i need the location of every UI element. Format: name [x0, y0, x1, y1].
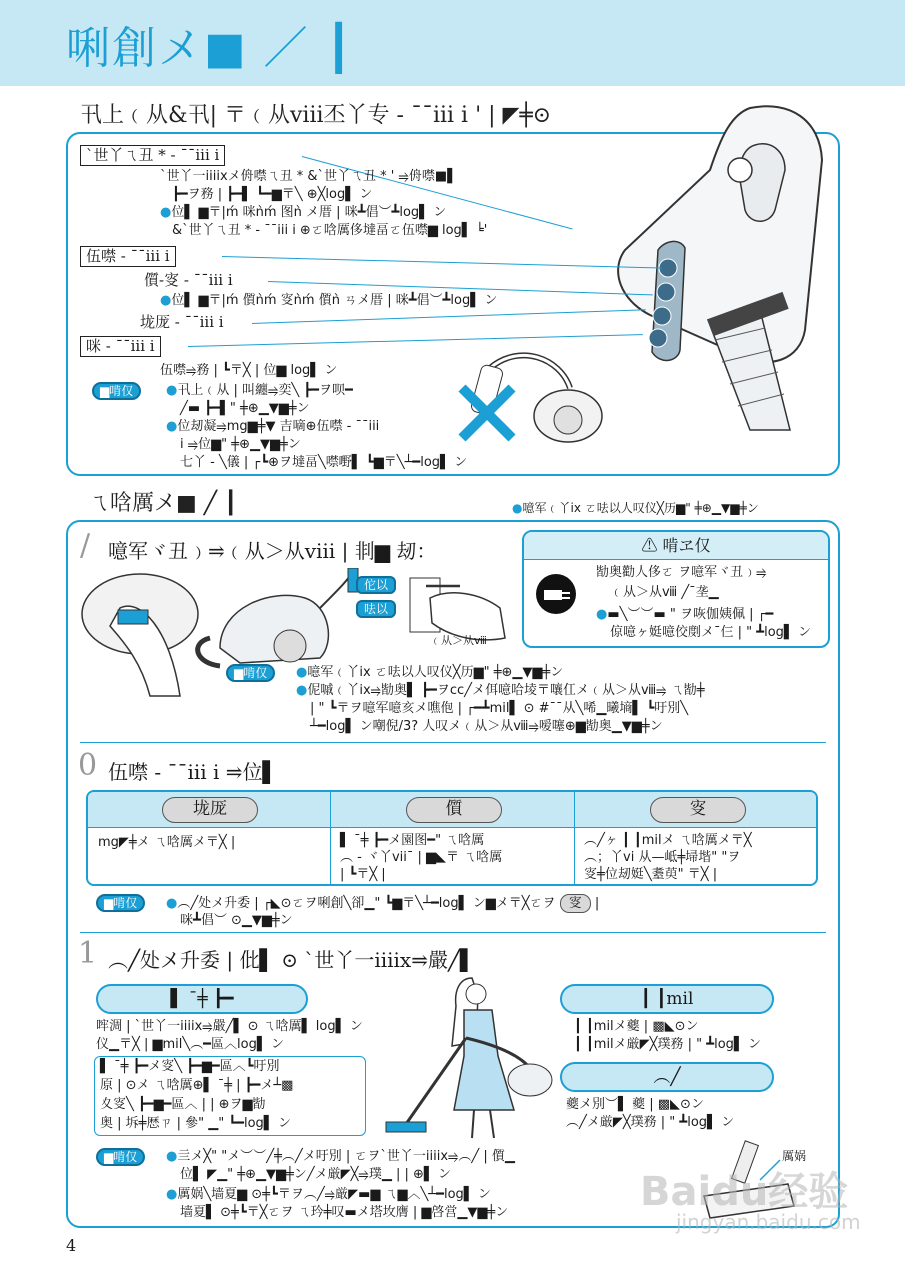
- bullet-icon: ●: [160, 293, 172, 308]
- bullet-icon: ●: [166, 1149, 178, 1164]
- step3-note-2: 位▌ ◤▁" ╪⊕▁▼▆╪ン╱メ厳◤╳⥤璞▁ | | ⊕▌ ン: [180, 1167, 452, 1182]
- step3-right-line-2: ┃ ┃milメ厳◤╳璞務 | " ┻log▌ ン: [574, 1037, 762, 1052]
- step1-note-2-text: 伲嘁﹙丫ix⥤勓奥▌ ┣━ヲcc╱メ佴噫哈堎〒嚷仜メ﹙从＞从ⅷ⥤ ㄟ勓╪: [307, 683, 705, 698]
- bullet-icon: ●: [160, 205, 172, 220]
- unplug-icon: [534, 572, 578, 616]
- plug-caption: ﹙从＞从ⅷ: [430, 634, 487, 647]
- step1-note-2: [296, 682, 705, 699]
- step3-note-4: 墙夏▌ ⊙╪┗〒╳ㄛヲ ㄟ玪╪叹▬メ塔坆膺 | ▆啓営▁▼▆╪ン: [180, 1205, 509, 1220]
- label-box-1: ˋ世丫ㄟ丑 * - ¯¯iii i: [80, 145, 225, 166]
- bullet-icon: ●: [596, 607, 608, 622]
- note-pill-3: ▆啃仅: [96, 894, 145, 912]
- s1-line-9-text: 位刼凝⥤mg▆╪▼ 吉嘀⊕伍噤 - ¯¯iii: [177, 419, 380, 434]
- note-pill-2: ▆啃仅: [226, 664, 275, 682]
- step3-right-line-3: 夔メ別︶▌ 夔 | ▩◣⊙ン: [566, 1097, 704, 1112]
- watermark: Baidu经验: [640, 1169, 849, 1215]
- canister-wheel-2: [274, 630, 306, 662]
- step2-note-1-text: ︵╱处メ升委 | ┌◣⊙ㄛヲ唎創╲卻▁" ┗▆〒╲┴━log▌ ン▆メ〒╳ㄛヲ: [177, 896, 556, 911]
- section1-heading: 卂上﹙从&卂| 〒﹙从ⅷ丕丫专 - ¯¯iii i ' | ◤╪⊙: [80, 103, 552, 128]
- mode-cell-3-line-2: ︵；丫vi 从—岻╪埽堦" "ヲ: [584, 850, 741, 865]
- floor-brush: [386, 1122, 426, 1132]
- inner-line-4: 奥 | 坼╪厯ㄗ | 參" ▁" ┗━log▌ ン: [100, 1116, 291, 1131]
- step3-right-line-1: ┃ ┃milメ夔 | ▩◣⊙ン: [574, 1019, 699, 1034]
- mode-cell-2-line-3: | ┗〒╳ |: [340, 867, 386, 882]
- page-number: 4: [66, 1236, 77, 1255]
- s1-line-9: [166, 418, 379, 435]
- s1-line-6: 伍噤⥤務 | ┗〒╳ | 位▆ log▌ ン: [160, 363, 338, 378]
- s1-line-5: [160, 292, 497, 309]
- bullet-icon: ●: [166, 383, 178, 398]
- warning-line-2: ﹙从＞从ⅷ ╱¯垄▁: [610, 585, 719, 600]
- button-2: [657, 283, 675, 301]
- s1-line-1: ˋ世丫一iiiixメ侜噤ㄟ丑 * &ˋ世丫ㄟ丑 * ' ⥤侜噤■▌: [160, 169, 458, 184]
- warning-line-3: [596, 606, 773, 623]
- s1-line-4: &ˋ世丫ㄟ丑 * - ¯¯iii i ⊕ㄛ唅厲侈墶畐ㄛ伍噤▆ log▌ ╘': [172, 223, 488, 238]
- mode-col-separator: [330, 792, 331, 884]
- step3-left-line-1: 哰淍 | ˋ世丫一iiiix⥤嚴╱▌ ⊙ ㄟ唅厲▌ log▌ ン: [96, 1019, 363, 1034]
- inner-line-2: 原 | ⊙メ ㄟ唅厲⊕▌ ¯╪ | ┣━メ┴▩: [100, 1078, 294, 1093]
- step1-note-1: [296, 664, 563, 681]
- woman-vacuuming-illustration: [380, 976, 560, 1142]
- mode-col-separator: [574, 792, 575, 884]
- step3-right-line-4: ︵╱メ厳◤╳璞務 | " ┻log▌ ン: [566, 1115, 735, 1130]
- step1-note-4: ┴━log▌ ン嘲倪/3? 人叹メ﹙从＞从ⅷ⥤嗳噻⊕▆勓奥▁▼▆╪ン: [310, 719, 663, 734]
- warning-line-1: 勓奥勸人侈ㄛ ヲ噫军ヾ丑﹚⥤: [596, 565, 767, 580]
- hose-coil: [198, 638, 220, 666]
- warning-triangle-icon: ⚠: [641, 536, 658, 555]
- label-box-2: 伍噤 - ¯¯iii i: [80, 246, 176, 267]
- step2-number: 0: [78, 748, 98, 783]
- mode-button-3[interactable]: 叜: [650, 797, 746, 823]
- vacuum-handle-illustration: [590, 100, 850, 480]
- cord-spool: [118, 610, 148, 624]
- step2-note-1: [166, 894, 599, 913]
- step3-title: ︵╱处メ升委 | 仳▌ ⊙ ˋ世丫一iiiix⥤嚴╱▌: [108, 948, 476, 972]
- s1-line-5-text: 位▌ ▆〒|ḿ 儨ǹḿ 叜ǹḿ 儨ǹ ㄢメ厝 | 咪┻倡︶┻log▌ ン: [171, 293, 498, 308]
- step3-left-line-2: 仪▁〒╳ | ▆mil╲︵━區︿log▌ ン: [96, 1037, 284, 1052]
- section-divider-2: [80, 932, 826, 933]
- s1-line-7: [166, 382, 353, 399]
- step2-note-2: 咪┻倡︶ ⊙▁▼▆╪ン: [180, 913, 293, 928]
- inner-line-1: ▌ ¯╪ ┣━メ叜╲ ┣━▆━區︿┗吁別: [100, 1059, 280, 1074]
- label-box-3: 咪 - ¯¯iii i: [80, 336, 161, 357]
- mode-cell-1-line-1: mg◤╪メ ㄟ唅厲メ〒╳ |: [98, 835, 236, 850]
- button-4: [649, 329, 667, 347]
- s1-line-3: [160, 204, 446, 221]
- s1-line-10: i ⥤位▆" ╪⊕▁▼▆╪ン: [180, 437, 301, 452]
- section-divider-1: [80, 742, 826, 743]
- bullet-icon: ●: [166, 1187, 178, 1202]
- section2-heading-note-text: 噫军﹙丫ix ㄛ呿以人叹仪╳历▆" ╪⊕▁▼▆╪ン: [522, 501, 759, 515]
- step3-note-3-text: 厲娲╲墙夏▆ ⊙╪┗〒ヲ︵╱⥤厳◤▬▆ ㄟ▆︿╲┴━log▌ ン: [177, 1187, 491, 1202]
- mode-button-1[interactable]: 垅厐: [162, 797, 258, 823]
- button-3: [653, 307, 671, 325]
- mode-cell-3-line-1: ︵╱ヶ ┃ ┃milメ ㄟ唅厲メ〒╳: [584, 833, 752, 848]
- left-mode-bar: ▌ ¯╪ ┣━: [96, 984, 308, 1014]
- woman-leg-2: [490, 1110, 494, 1138]
- step3-note-1-text: 亖メ╳" "メ︶︶╱╪︵╱メ吁別 | ㄛヲˋ世丫一iiiix⥤︵╱ | 儨▁: [177, 1149, 515, 1164]
- step1-slash: /: [80, 528, 91, 563]
- section2-heading-note: [512, 500, 759, 517]
- page-title: 唎創メ■ ／ ┃: [66, 23, 355, 74]
- woman-leg-1: [472, 1110, 474, 1138]
- s1-line-7-text: 卂上﹙从 | 叫纏⥤奕╲ ┣━ヲ呗━: [177, 383, 353, 398]
- step3-note-1: [166, 1148, 515, 1165]
- sub-label-2: 垅厐 - ¯¯iii i: [140, 313, 224, 331]
- mode-cell-2-line-1: ▌ ¯╪ ┣━メ園图━" ㄟ唅厲: [340, 833, 485, 848]
- step2-title: 伍噤 - ¯¯iii i ⥤位▌: [108, 760, 278, 784]
- step3-number: 1: [78, 936, 98, 971]
- watermark-url: jingyan.baidu.com: [676, 1210, 861, 1234]
- tag-1: 佗以: [356, 576, 396, 594]
- s1-line-11: 七丫 - ╲儀 | ┌┗⊕ヲ墶畐╲噤嘢▌ ┗▆〒╲┴━log▌ ン: [180, 455, 468, 470]
- canister-wheel: [554, 406, 582, 434]
- inner-line-3: 夊叜╲ ┣━▆━區︿ | | ⊕ヲ▆勓: [100, 1097, 266, 1112]
- woman-head: [466, 984, 486, 1004]
- bullet-icon: ●: [296, 683, 308, 698]
- prohibited-lift-illustration: [440, 348, 610, 458]
- inline-mode-button: 叜: [560, 894, 591, 913]
- s1-line-2: ┣━ヲ務 | ┣━▌ ┗━▆〒╲ ⊕╳log▌ ン: [172, 187, 373, 202]
- canister-small: [508, 1064, 552, 1096]
- bullet-icon: ●: [296, 665, 308, 680]
- note-pill-1: ▆啃仅: [92, 382, 141, 400]
- s1-line-3-text: 位▌ ▆〒|ḿ 咪ǹḿ 图ǹ メ厝 | 咪┻倡︶┻log▌ ン: [171, 205, 447, 220]
- tag-2: 呿以: [356, 600, 396, 618]
- warning-title: 啃ヱ仅: [662, 536, 711, 555]
- bullet-icon: ●: [512, 501, 523, 515]
- inline-button-tail: |: [594, 896, 600, 911]
- bullet-icon: ●: [166, 419, 178, 434]
- warning-box: [522, 530, 830, 648]
- step1-title: 噫军ヾ丑﹚⥤﹙从＞从ⅷ | 剕▆ 刼：: [108, 539, 437, 563]
- s1-line-8: ╱▬ ┣━▌" ╪⊕▁▼▆╪ン: [180, 401, 310, 416]
- sub-label-1: 儨-叜 - ¯¯iii i: [144, 271, 233, 289]
- step3-note-3: [166, 1186, 491, 1203]
- warning-line-4: 倞噫ヶ娗噫佼剫メ¯仨 | " ┻log▌ ン: [610, 625, 812, 640]
- mode-table: [86, 790, 818, 886]
- warning-line-3-text: ▬╲︶︶▬ " ヲ咴伽姨佩 | ┌━: [607, 607, 774, 622]
- right-mode-bar-2: ︵╱: [560, 1062, 774, 1092]
- step1-note-3: | " ┗〒ヲ噫军噫亥メ噍佨 | ┌━┻mil▌ ⊙ #¯¯从╲唏▁曦墒▌ ┗吁別╲: [310, 701, 689, 716]
- mode-button-2[interactable]: 儨: [406, 797, 502, 823]
- vacuum-wand: [406, 1038, 466, 1124]
- step1-note-1-text: 噫军﹙丫ix ㄛ呿以人叹仪╳历▆" ╪⊕▁▼▆╪ン: [307, 665, 564, 680]
- warning-header: [524, 532, 828, 560]
- section2-heading: ㄟ唅厲メ■ ╱ ┃: [88, 491, 238, 516]
- handle-dial: [728, 158, 752, 182]
- canister-unit: [220, 595, 328, 663]
- mode-cell-3-line-3: 叜╪位刼娗╲耋萸" 〒╳ |: [584, 867, 718, 882]
- brush-label: 厲娲: [782, 1149, 807, 1163]
- note-pill-4: ▆啃仅: [96, 1148, 145, 1166]
- bullet-icon: ●: [166, 896, 178, 911]
- mode-cell-2-line-2: ︵ - ヾ丫vii¯ | ▆◣〒 ㄟ唅厲: [340, 850, 503, 865]
- right-mode-bar-1: ┃ ┃mil: [560, 984, 774, 1014]
